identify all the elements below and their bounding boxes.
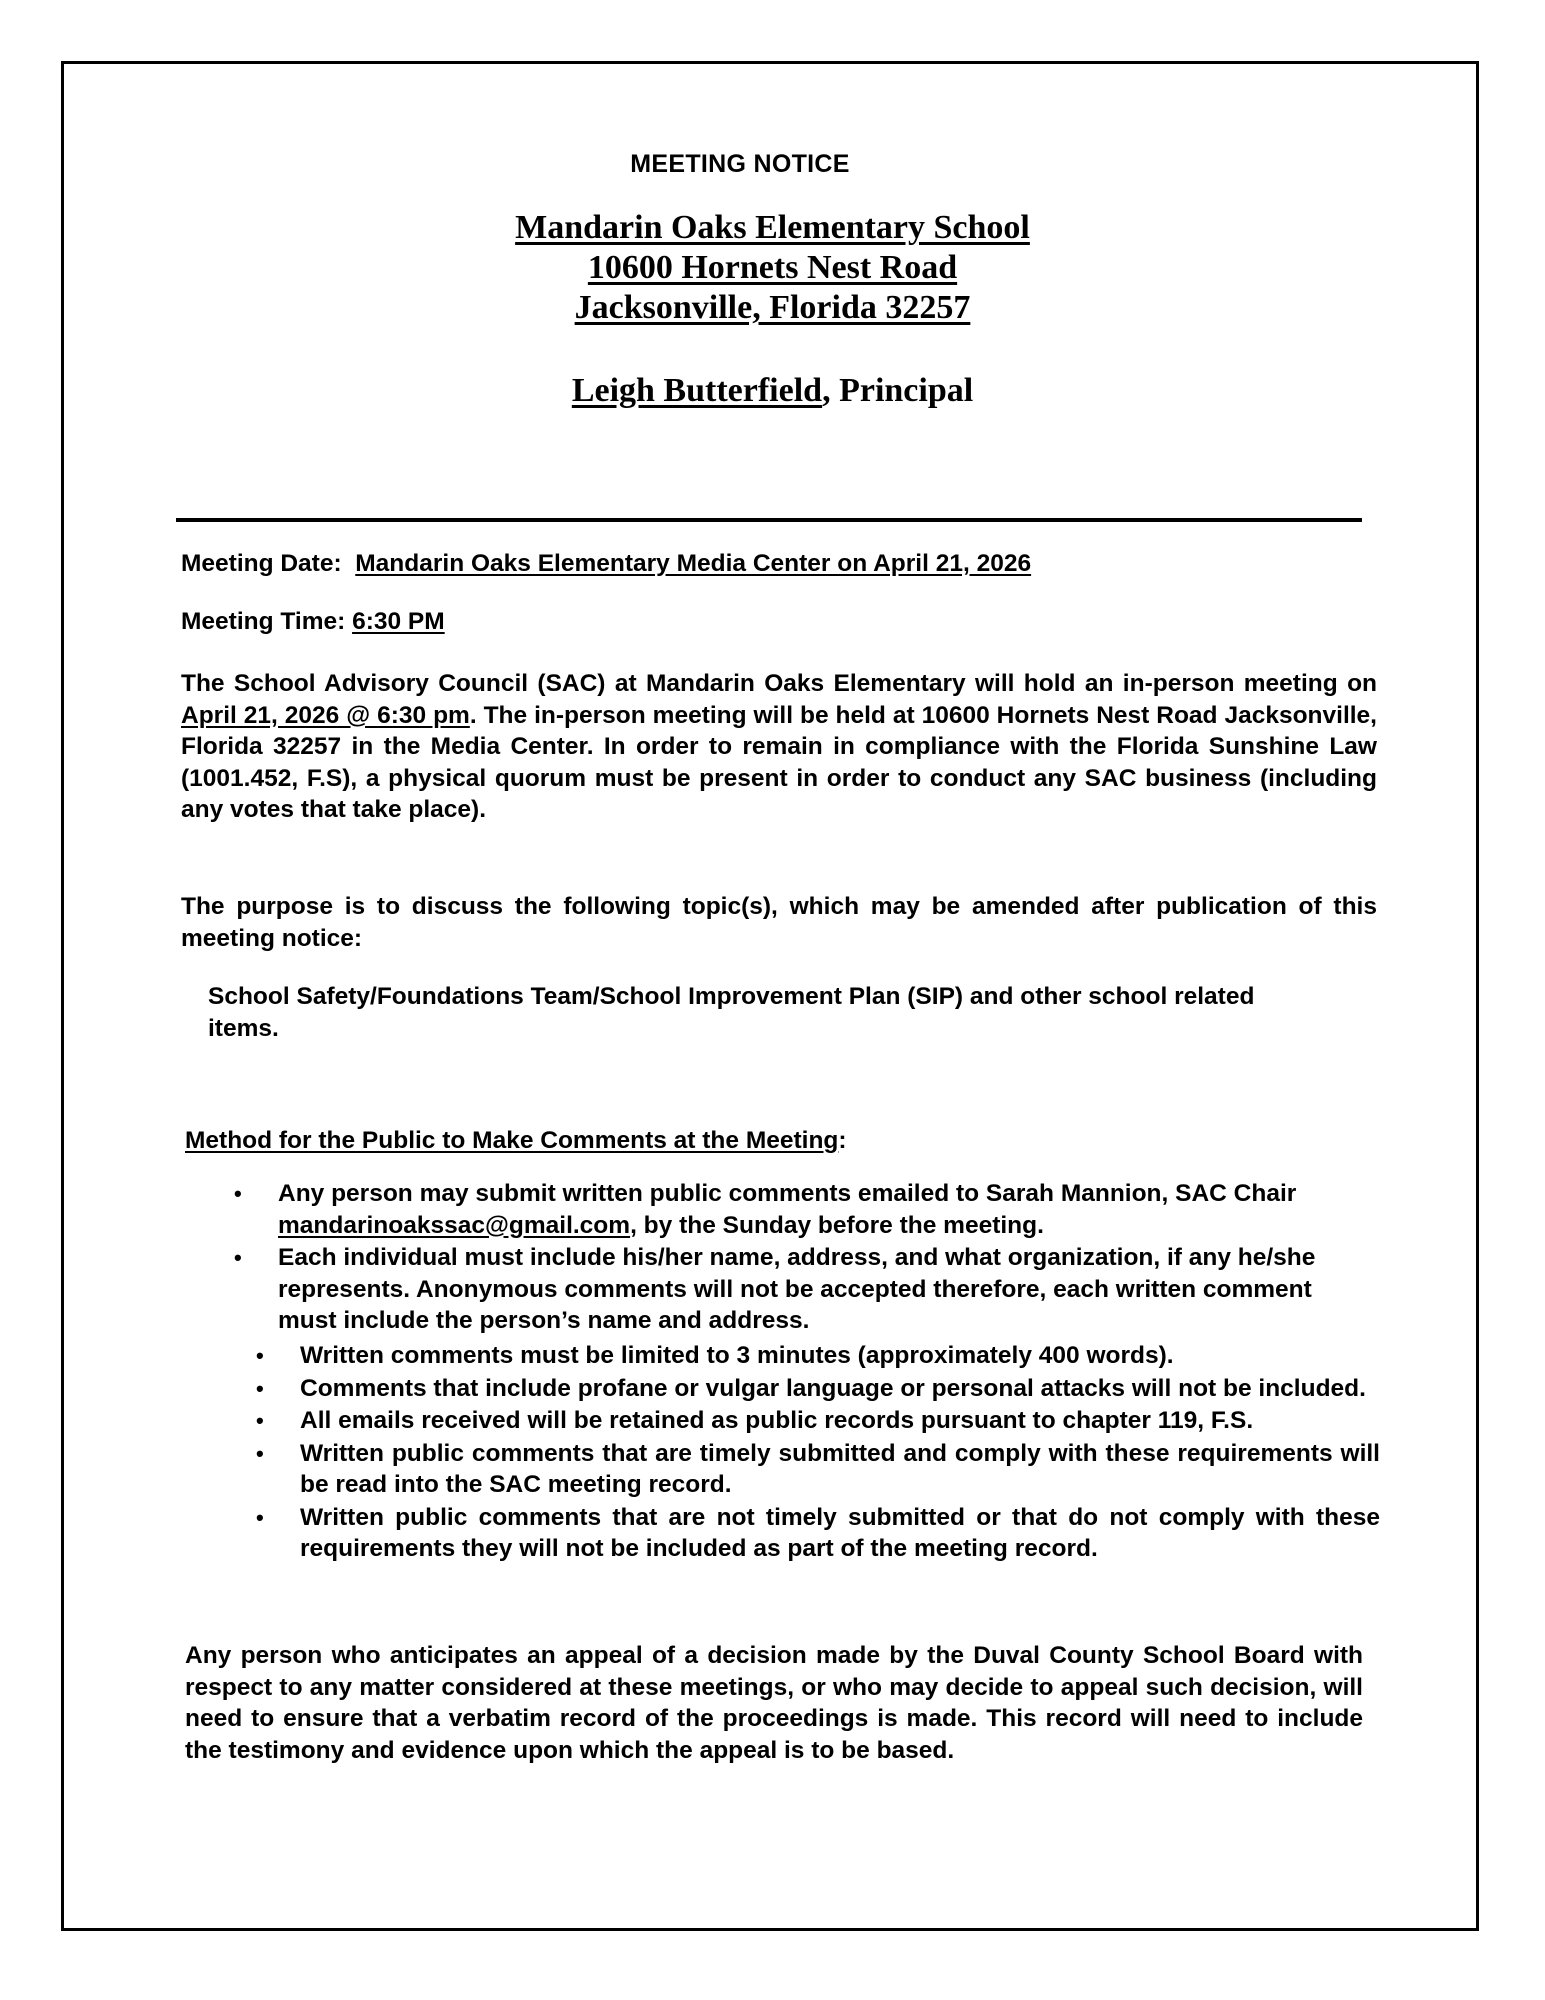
bullet-icon: • xyxy=(256,1440,264,1466)
appeal-paragraph: Any person who anticipates an appeal of a decision made by the Duval County School Board with respect to any matter considered at these meetings, or who may decide to appeal such decision, will need to ensure that a verbatim record of the proceedings is made. This record will need to include the testimony and evidence upon which the appeal is to be based. xyxy=(185,1642,1363,1764)
bullet-icon: • xyxy=(256,1375,264,1401)
bullet1-text-end: , by the Sunday before the meeting. xyxy=(630,1211,1044,1239)
intro-text-1: The School Advisory Council (SAC) at Mandarin Oaks Elementary will hold an in-person meeting on xyxy=(181,670,1377,697)
bullet-icon: • xyxy=(256,1504,264,1530)
bullet2-text: Each individual must include his/her name, address, and what organization, if any he/she represents. Anonymous comments will not be accepted therefore, each written comment must include the person’s name and address. xyxy=(278,1244,1316,1334)
sub-bullet-text: Comments that include profane or vulgar language or personal attacks will not be included. xyxy=(300,1374,1366,1402)
notice-title: MEETING NOTICE xyxy=(630,150,850,178)
meeting-date-value: Mandarin Oaks Elementary Media Center on April 21, 2026 xyxy=(355,550,1032,577)
school-street: 10600 Hornets Nest Road xyxy=(587,249,958,286)
list-item xyxy=(256,1340,1380,1372)
bullet1-text: Any person may submit written public comments emailed to Sarah Mannion, SAC Chair xyxy=(278,1180,1297,1207)
method-heading-text: Method for the Public to Make Comments at the Meeting xyxy=(185,1127,839,1154)
bullet-icon: • xyxy=(256,1343,264,1368)
principal-line xyxy=(0,372,1545,410)
divider-rule xyxy=(176,518,1362,522)
list-item xyxy=(234,1178,1366,1241)
list-item xyxy=(256,1373,1380,1405)
sub-bullet-list xyxy=(256,1340,1380,1566)
sub-bullet-text: Written public comments that are timely submitted and comply with these requirements will be read into the SAC meeting record. xyxy=(300,1439,1380,1498)
meeting-date-line xyxy=(181,548,1381,580)
intro-text-2: . The in-person meeting will be held at 10600 Hornets Nest Road Jacksonville, Florida 32257 in the Media Center. In order to remain in compliance with the Florida Sunshine Law (1001.452, F.S), a physical quorum must be present in order to conduct any SAC business (including any votes that take place). xyxy=(181,701,1377,823)
sub-bullet-text: Written public comments that are not timely submitted or that do not comply with these requirements they will not be included as part of the meeting record. xyxy=(300,1503,1380,1562)
bullet-icon: • xyxy=(234,1245,242,1270)
school-address-block xyxy=(0,208,1545,328)
method-heading-colon: : xyxy=(838,1127,847,1154)
purpose-paragraph: The purpose is to discuss the following topic(s), which may be amended after publication of this meeting notice: xyxy=(181,893,1377,952)
list-item xyxy=(256,1405,1380,1437)
email-link[interactable]: mandarinoakssac@gmail.com xyxy=(278,1211,631,1239)
principal-title: , Principal xyxy=(822,372,974,409)
list-item xyxy=(256,1502,1380,1565)
meeting-time-label: Meeting Time: xyxy=(181,608,346,635)
school-city-state-zip: Jacksonville, Florida 32257 xyxy=(574,289,971,326)
bullet-icon: • xyxy=(234,1181,242,1206)
topics-paragraph: School Safety/Foundations Team/School Improvement Plan (SIP) and other school related items. xyxy=(208,983,1255,1042)
school-name: Mandarin Oaks Elementary School xyxy=(515,209,1030,246)
method-bullet-list xyxy=(234,1178,1366,1338)
list-item xyxy=(234,1242,1366,1337)
bullet-icon: • xyxy=(256,1408,264,1433)
sub-bullet-text: Written comments must be limited to 3 minutes (approximately 400 words). xyxy=(300,1342,1174,1369)
meeting-time-line xyxy=(181,606,1381,638)
meeting-time-value: 6:30 PM xyxy=(352,608,445,635)
intro-date-time: April 21, 2026 @ 6:30 pm xyxy=(181,701,470,729)
principal-name: Leigh Butterfield xyxy=(571,372,823,409)
intro-paragraph xyxy=(181,668,1377,826)
method-heading xyxy=(185,1125,1385,1157)
sub-bullet-text: All emails received will be retained as public records pursuant to chapter 119, F.S. xyxy=(300,1407,1254,1434)
meeting-date-label: Meeting Date: xyxy=(181,550,342,577)
list-item xyxy=(256,1438,1380,1501)
